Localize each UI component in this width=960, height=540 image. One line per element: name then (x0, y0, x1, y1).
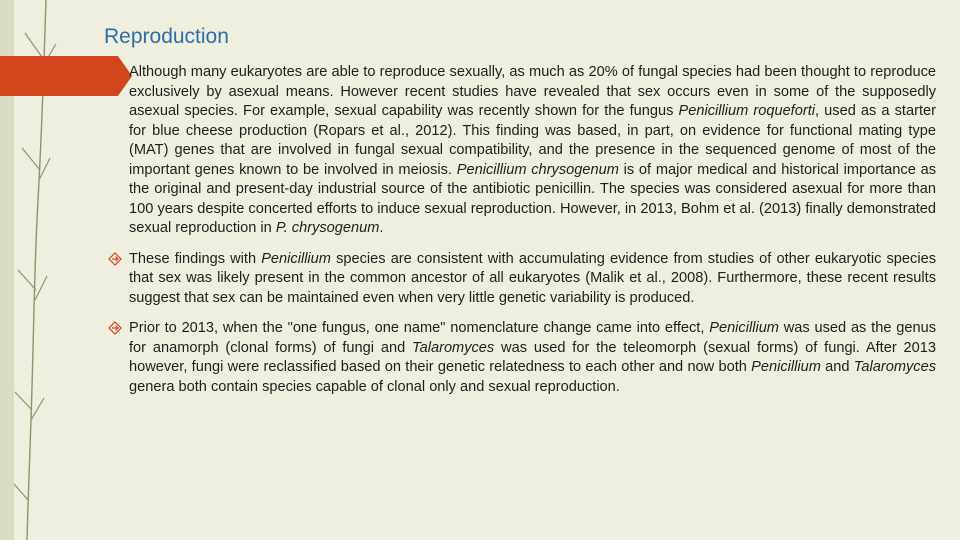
bullet-list (108, 63, 936, 408)
bullet-text: was used as the genus for anamorph (clonal forms) of fungi and (129, 320, 936, 356)
diamond-arrow-icon (108, 252, 122, 266)
bullet-item (108, 319, 936, 397)
bullet-text: genera both contain species capable of clonal only and sexual reproduction. (129, 378, 620, 395)
slide-title: Reproduction (104, 25, 229, 48)
italic-term: Penicillium (751, 359, 821, 375)
bullet-text: . (379, 220, 384, 236)
italic-term: Penicillium (709, 320, 779, 336)
bullet-item (108, 63, 936, 239)
italic-term: Talaromyces (853, 359, 936, 375)
italic-term: Penicillium chrysogenum (456, 161, 619, 178)
italic-term: Talaromyces (412, 339, 495, 356)
bullet-text: Prior to 2013, when the "one fungus, one name" nomenclature change came into effect, (129, 320, 710, 336)
bullet-item (108, 250, 936, 309)
bullet-text: These findings with (129, 250, 262, 267)
italic-term: Penicillium (261, 250, 331, 267)
bullet-text: was used for the teleomorph (sexual forms) of fungi. After 2013 however, fungi were reclassified based on their genetic relatedness to each other and now both (129, 339, 936, 375)
italic-term: P. chrysogenum (275, 220, 380, 236)
bullet-text: , used as a starter for blue cheese production (Ropars et al., 2012). This finding was based, in part, on evidence for functional mating type (MAT) genes that are involved in fungal sexual compatibility, and the presence in the sequenced genome of most of the important genes known to be involved in meiosis. (129, 103, 936, 178)
italic-term: Penicillium roqueforti (678, 103, 816, 119)
bullet-text: and (820, 359, 854, 375)
bullet-text: species are consistent with accumulating evidence from studies of other eukaryotic species that sex was likely present in the common ancestor of all eukaryotes (Malik et al., 2008). Furthermore, these recent results suggest that sex can be maintained even when very little genetic variability is produced. (129, 250, 936, 306)
bullet-text: is of major medical and historical importance as the original and present-day industrial source of the antibiotic penicillin. The species was considered asexual for more than 100 years despite concerted efforts to induce sexual reproduction. However, in 2013, Bohm et al. (2013) finally demonstrated sexual reproduction in (129, 161, 936, 236)
title-accent-bar (0, 56, 118, 96)
bullet-text: Although many eukaryotes are able to reproduce sexually, as much as 20% of fungal species had been thought to reproduce exclusively by asexual means. However recent studies have revealed that sex occurs even in some of the supposedly asexual species. For example, sexual capability was recently shown for the fungus (129, 64, 936, 119)
diamond-arrow-icon (108, 321, 122, 335)
